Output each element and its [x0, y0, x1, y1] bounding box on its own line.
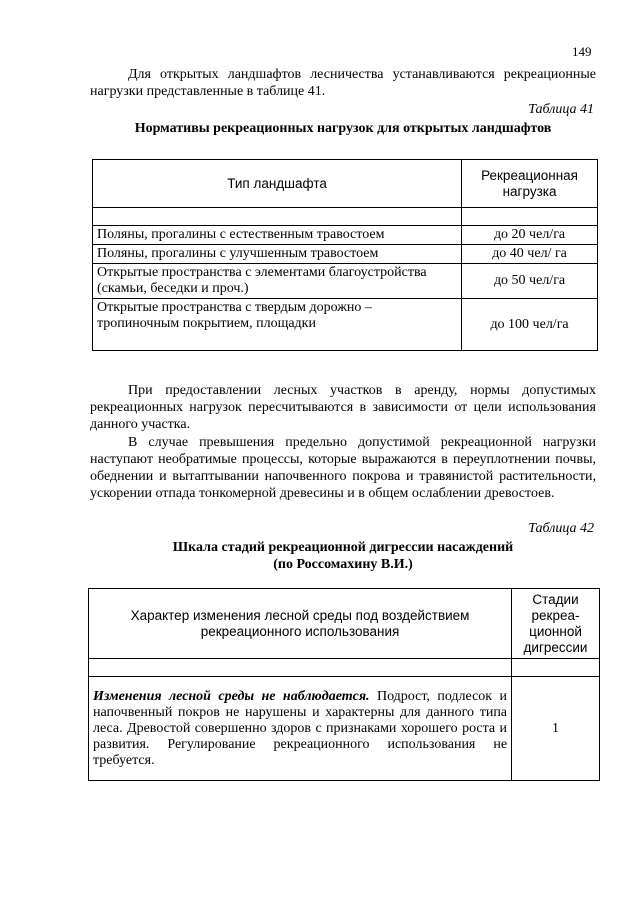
table42-stage-cell: 1	[512, 677, 600, 781]
table41-caption: Таблица 41	[528, 102, 594, 117]
table41-blank-cell	[93, 208, 462, 226]
table41-type-cell: Открытые пространства с твердым дорожно – тропиночным покрытием, площадки	[93, 299, 462, 351]
table-row	[89, 677, 600, 781]
table41-blank-cell	[462, 208, 598, 226]
table-row	[93, 226, 598, 245]
table41	[92, 159, 598, 351]
table41-load-cell: до 20 чел/га	[462, 226, 598, 245]
intro-paragraph: Для открытых ландшафтов лесничества устанавливаются рекреационные нагрузки представленные в таблице 41.	[90, 67, 596, 99]
table42-row-text: Подрост, подлесок и напочвенный покров не нарушены и характерны для данного типа леса. Древостой совершенно здоров с признаками хорошего роста и развития. Регулирование рекреационного использования не требуется.	[93, 688, 508, 768]
table41-type-cell: Поляны, прогалины с улучшенным травостоем	[93, 245, 462, 264]
table41-type-cell: Поляны, прогалины с естественным травостоем	[93, 226, 462, 245]
table42-title-line1: Шкала стадий рекреационной дигрессии насаждений	[172, 540, 514, 555]
table42	[88, 588, 600, 781]
table42-blank-cell	[512, 659, 600, 677]
table-row	[93, 264, 598, 299]
table41-type-cell: Открытые пространства с элементами благоустройства (скамьи, беседки и проч.)	[93, 264, 462, 299]
table41-load-cell: до 50 чел/га	[462, 264, 598, 299]
table41-title: Нормативы рекреационных нагрузок для открытых ландшафтов	[134, 121, 552, 136]
table41-header-row	[93, 160, 598, 208]
table42-header-change: Характер изменения лесной среды под воздействием рекреационного использования	[89, 589, 512, 659]
table42-header-row	[89, 589, 600, 659]
page-number: 149	[572, 44, 592, 59]
table-row	[93, 299, 598, 351]
paragraph-lease: При предоставлении лесных участков в аренду, нормы допустимых рекреационных нагрузок пересчитываются в зависимости от цели использования данного участка.	[90, 383, 596, 432]
table42-blank-cell	[89, 659, 512, 677]
table42-blank-row	[89, 659, 600, 677]
table42-description-cell	[89, 677, 512, 781]
table41-blank-row	[93, 208, 598, 226]
table41-header-type: Тип ландшафта	[93, 160, 462, 208]
table42-row-lead: Изменения лесной среды не наблюдается.	[93, 688, 370, 704]
table42-header-stage: Стадии рекреа-ционной дигрессии	[512, 589, 600, 659]
table-row	[93, 245, 598, 264]
table42-title-line2: (по Россомахину В.И.)	[273, 557, 413, 572]
table41-load-cell: до 40 чел/ га	[462, 245, 598, 264]
table41-load-cell: до 100 чел/га	[462, 299, 598, 351]
table41-header-load: Рекреационная нагрузка	[462, 160, 598, 208]
table42-caption: Таблица 42	[528, 521, 594, 536]
paragraph-overload: В случае превышения предельно допустимой рекреационной нагрузки наступают необратимые процессы, которые выражаются в переуплотнении почвы, обеднении и вытаптывании напочвенного покрова и травянистой растительности, ускорении отпада тонкомерной древесины и в общем ослаблении древостоев.	[90, 435, 596, 501]
